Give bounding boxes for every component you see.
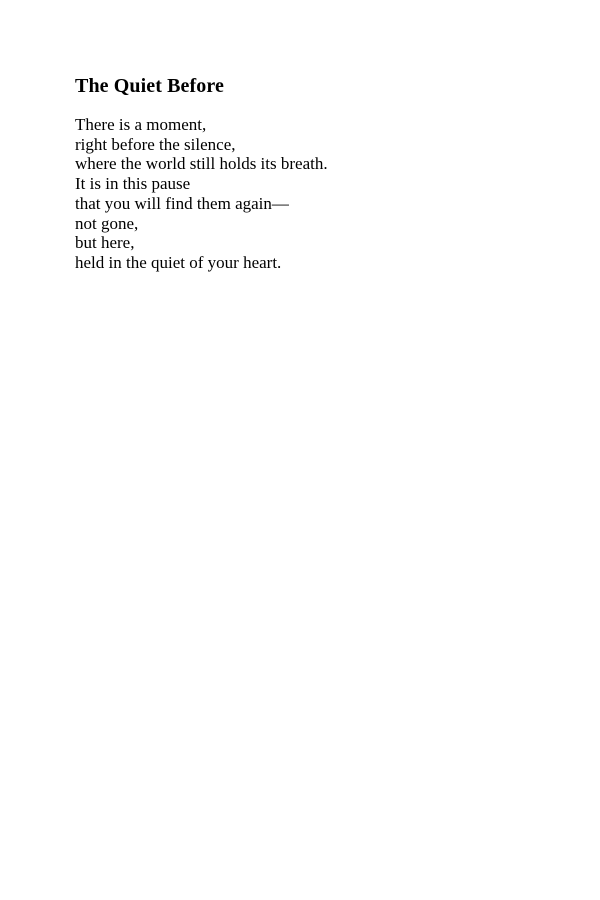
- poem-line: that you will find them again—: [75, 193, 289, 213]
- poem-line: where the world still holds its breath.: [75, 154, 328, 174]
- poem-line: not gone,: [75, 213, 139, 233]
- poem-line: There is a moment,: [75, 115, 207, 134]
- poem-line: but here,: [75, 233, 135, 253]
- poem-line: It is in this pause: [75, 174, 191, 194]
- document-content: [0, 0, 600, 273]
- poem-body: [75, 115, 560, 273]
- poem-title: The Quiet Before: [75, 75, 224, 97]
- poem-line: held in the quiet of your heart.: [75, 252, 282, 272]
- poem-line: right before the silence,: [75, 134, 236, 154]
